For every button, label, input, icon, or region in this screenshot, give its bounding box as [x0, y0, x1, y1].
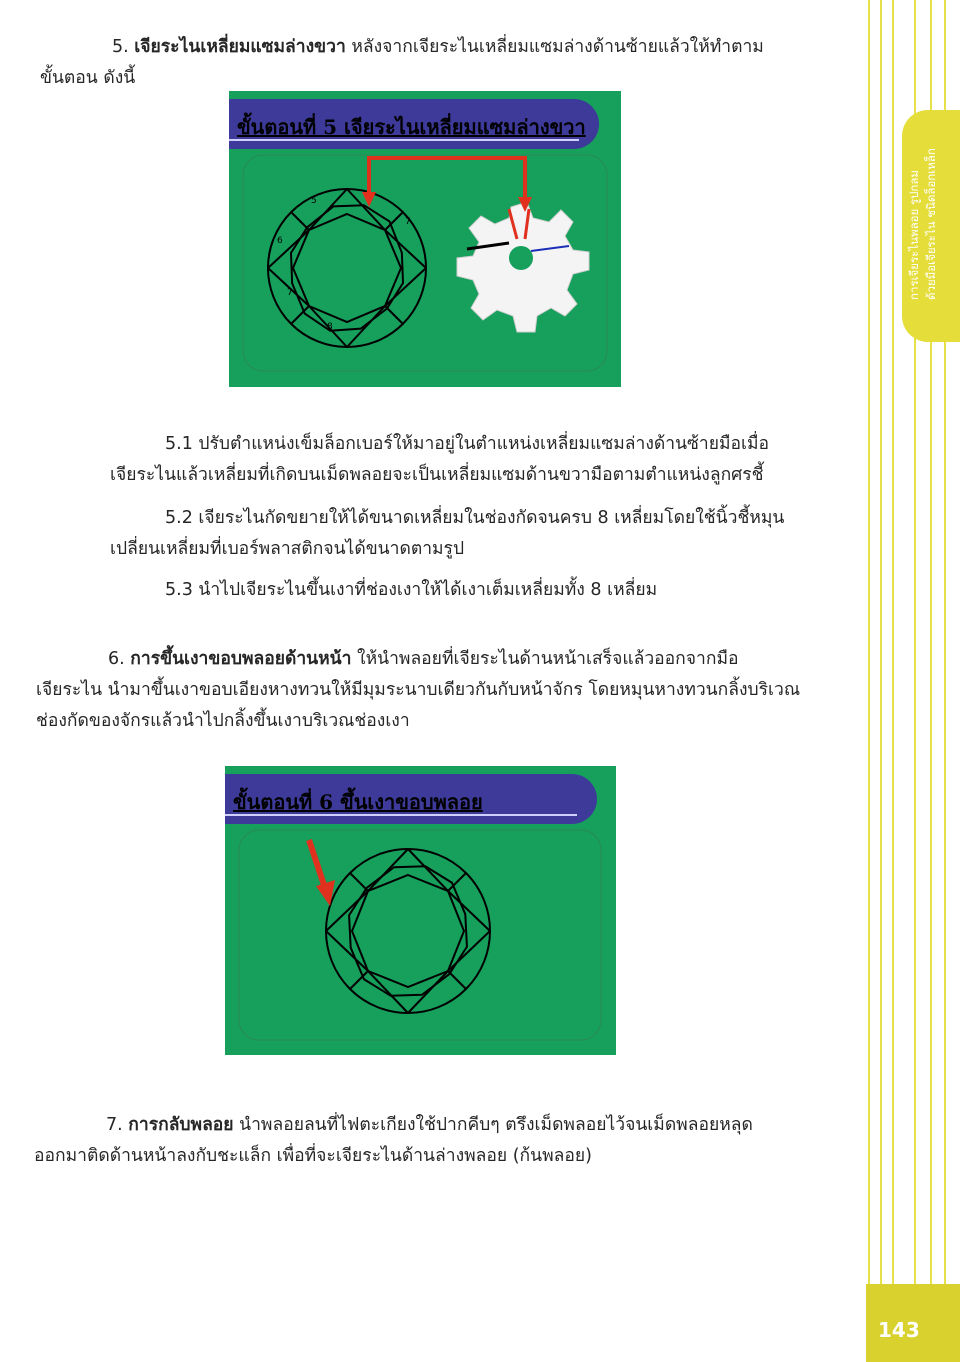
page-number: 143 [878, 1318, 920, 1342]
section7-paragraph [34, 1110, 753, 1172]
section5-title: เจียระไนเหลี่ยมแซมล่างขวา [134, 37, 346, 57]
step5-2-line1: 5.2 เจียระไนกัดขยายให้ได้ขนาดเหลี่ยมในช่องกัดจนครบ 8 เหลี่ยมโดยใช้นิ้วชี้หมุน [165, 508, 785, 528]
section5-paragraph [40, 32, 764, 94]
side-tab-line2: ด้วยมือเจียระไน ชนิดล็อกเหล็ก [924, 148, 938, 300]
section6-title: การขึ้นเงาขอบพลอยด้านหน้า [130, 649, 352, 669]
section7-title: การกลับพลอย [128, 1115, 234, 1135]
slide-step5-figure [229, 91, 621, 387]
margin-line-2 [880, 0, 882, 1362]
gem-facet-diagram [326, 849, 490, 1013]
slide6-heading: ขั้นตอนที่ 6 ขึ้นเงาขอบพลอย [233, 790, 483, 814]
section7-text-line2: ออกมาติดด้านหน้าลงกับชะแล็ก เพื่อที่จะเจียระไนด้านล่างพลอย (ก้นพลอย) [34, 1146, 592, 1166]
steps5-paragraph [110, 429, 784, 606]
section6-number: 6. [108, 649, 125, 669]
red-pointer-arrow [369, 158, 525, 201]
side-tab-line1: การเจียระไนพลอย รูปกลม [907, 170, 921, 300]
plastic-index-gear [457, 202, 589, 332]
slide6-diagram [225, 766, 616, 1055]
section6-paragraph [36, 644, 800, 737]
facet-label: 7 [405, 217, 411, 227]
section7-text-line1: นำพลอยลนที่ไฟตะเกียงใช้ปากคีบๆ ตรึงเม็ดพลอยไว้จนเม็ดพลอยหลุด [239, 1115, 753, 1135]
facet-label: 7 [287, 288, 293, 298]
step5-1-line1: 5.1 ปรับตำแหน่งเข็มล็อกเบอร์ให้มาอยู่ในตำแหน่งเหลี่ยมแซมล่างด้านซ้ายมือเมื่อ [165, 434, 770, 454]
slide-step6-figure [225, 766, 616, 1055]
margin-line-1 [868, 0, 870, 1362]
section5-number: 5. [112, 37, 129, 57]
section5-text-line1: หลังจากเจียระไนเหลี่ยมแซมล่างด้านซ้ายแล้วให้ทำตาม [351, 37, 764, 57]
section6-text-line3: ช่องกัดของจักรแล้วนำไปกลิ้งขึ้นเงาบริเวณช่องเงา [36, 711, 410, 731]
step5-1-line2: เจียระไนแล้วเหลี่ยมที่เกิดบนเม็ดพลอยจะเป็นเหลี่ยมแซมด้านขวามือตามตำแหน่งลูกศรชี้ [110, 465, 764, 485]
facet-label: 8 [327, 322, 333, 332]
chapter-side-tab-text [906, 70, 940, 300]
slide5-heading: ขั้นตอนที่ 5 เจียระไนเหลี่ยมแซมล่างขวา [237, 115, 586, 139]
step5-2-line2: เปลี่ยนเหลี่ยมที่เบอร์พลาสติกจนได้ขนาดตามรูป [110, 539, 465, 559]
slide5-diagram [229, 91, 621, 387]
section6-text-line2: เจียระไน นำมาขึ้นเงาขอบเอียงหางทวนให้มีมุมระนาบเดียวกันกับหน้าจักร โดยหมุนหางทวนกลิ้งบริเวณ [36, 680, 801, 700]
section5-text-line2: ขั้นตอน ดังนี้ [40, 68, 136, 88]
section7-number: 7. [106, 1115, 123, 1135]
step5-3: 5.3 นำไปเจียระไนขึ้นเงาที่ช่องเงาให้ได้เงาเต็มเหลี่ยมทั้ง 8 เหลี่ยม [165, 580, 658, 600]
gem-facet-diagram [268, 189, 426, 347]
section6-text-line1: ให้นำพลอยที่เจียระไนด้านหน้าเสร็จแล้วออกจากมือ [357, 649, 739, 669]
facet-label: 6 [277, 236, 283, 246]
red-pointer-arrow [309, 840, 335, 906]
margin-line-3 [892, 0, 894, 1362]
facet-label: 5 [311, 196, 317, 206]
